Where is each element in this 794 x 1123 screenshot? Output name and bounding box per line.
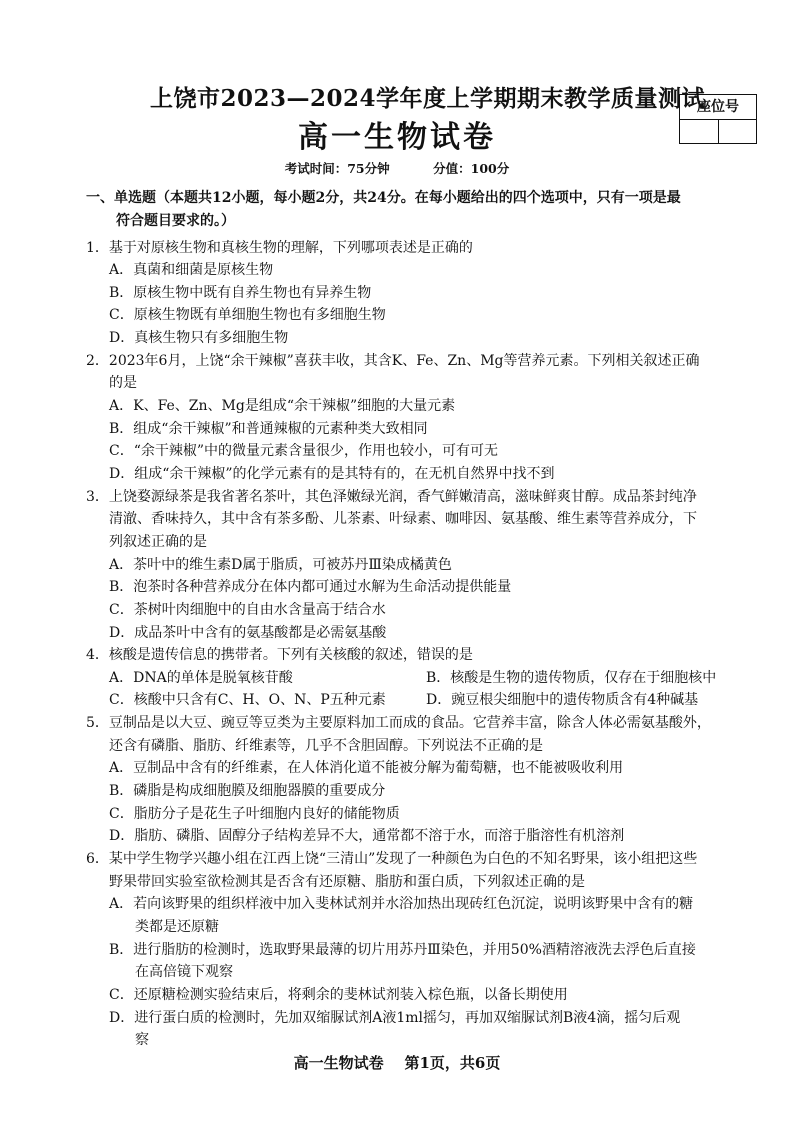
option-c: C．脂肪分子是花生子叶细胞内良好的储能物质: [109, 806, 400, 822]
question-stem-cont: 列叙述正确的是: [109, 534, 207, 550]
section-heading-cont: 符合题目要求的。）: [116, 213, 235, 229]
option-d-cont: 察: [135, 1032, 149, 1048]
question-stem: 2．2023年6月，上饶“余干辣椒”喜获丰收，其含K、Fe、Zn、Mg等营养元素。下列相关叙述正确: [86, 353, 700, 369]
seat-number-label: 座位号: [680, 95, 756, 120]
option-c: C．“余干辣椒”中的微量元素含量很少，作用也较小，可有可无: [109, 443, 499, 459]
question-stem: 4．核酸是遗传信息的携带者。下列有关核酸的叙述，错误的是: [86, 647, 473, 663]
option-a: A．豆制品中含有的纤维素，在人体消化道不能被分解为葡萄糖，也不能被吸收利用: [109, 760, 624, 776]
option-b: B．核酸是生物的遗传物质，仅存在于细胞核中: [426, 670, 717, 686]
option-b: B．泡茶时各种营养成分在体内都可通过水解为生命活动提供能量: [109, 579, 512, 595]
option-b: B．原核生物中既有自养生物也有异养生物: [109, 285, 372, 301]
question-stem: 1．基于对原核生物和真核生物的理解，下列哪项表述是正确的: [86, 240, 473, 256]
option-d: D．豌豆根尖细胞中的遗传物质含有4种碱基: [426, 692, 699, 708]
option-b: B．组成“余干辣椒”和普通辣椒的元素种类大致相同: [109, 421, 428, 437]
option-c: C．还原糖检测实验结束后，将剩余的斐林试剂装入棕色瓶，以备长期使用: [109, 987, 568, 1003]
option-d: D．脂肪、磷脂、固醇分子结构差异不大，通常都不溶于水，而溶于脂溶性有机溶剂: [109, 828, 625, 844]
option-c: C．茶树叶肉细胞中的自由水含量高于结合水: [109, 602, 386, 618]
seat-number-box: [679, 94, 757, 144]
seat-number-cells: [680, 120, 756, 144]
question-stem-cont: 野果带回实验室欲检测其是否含有还原糖、脂肪和蛋白质，下列叙述正确的是: [109, 874, 585, 890]
question-stem: 6．某中学生物学兴趣小组在江西上饶“三清山”发现了一种颜色为白色的不知名野果，该小组把这些: [86, 851, 698, 867]
question-stem-cont: 的是: [109, 375, 137, 391]
option-c: C．原核生物既有单细胞生物也有多细胞生物: [109, 307, 386, 323]
option-a: A．K、Fe、Zn、Mg是组成“余干辣椒”细胞的大量元素: [109, 398, 456, 414]
page-footer: 高一生物试卷 第1页，共6页: [293, 1054, 501, 1072]
option-a: A．茶叶中的维生素D属于脂质，可被苏丹Ⅲ染成橘黄色: [109, 557, 452, 573]
option-a: A．真菌和细菌是原核生物: [109, 262, 274, 278]
option-d: D．进行蛋白质的检测时，先加双缩脲试剂A液1ml摇匀，再加双缩脲试剂B液4滴，摇匀后观: [109, 1010, 681, 1026]
option-a: A．DNA的单体是脱氧核苷酸: [109, 670, 293, 686]
exam-subtitle: 高一生物试卷: [298, 120, 496, 155]
option-d: D．成品茶叶中含有的氨基酸都是必需氨基酸: [109, 625, 387, 641]
option-b: B．进行脂肪的检测时，选取野果最薄的切片用苏丹Ⅲ染色，并用50%酒精溶液洗去浮色后直接: [109, 942, 696, 958]
exam-meta: 考试时间：75分钟 分值：100分: [284, 161, 510, 176]
exam-title: 上饶市2023—2024学年度上学期期末教学质量测试: [150, 85, 706, 112]
option-c: C．核酸中只含有C、H、O、N、P五种元素: [109, 692, 386, 708]
question-stem: 5．豆制品是以大豆、豌豆等豆类为主要原料加工而成的食品。它营养丰富，除含人体必需氨基酸外，: [86, 715, 711, 731]
question-stem: 3．上饶婺源绿茶是我省著名茶叶，其色泽嫩绿光润，香气鲜嫩清高，滋味鲜爽甘醇。成品茶封纯净: [86, 489, 697, 505]
section-heading: 一、单选题（本题共12小题，每小题2分，共24分。在每小题给出的四个选项中，只有一项是最: [86, 190, 681, 206]
question-stem-cont: 还含有磷脂、脂肪、纤维素等，几乎不含胆固醇。下列说法不正确的是: [109, 738, 543, 754]
option-a: A．若向该野果的组织样液中加入斐林试剂并水浴加热出现砖红色沉淀，说明该野果中含有的糖: [109, 896, 694, 912]
question-stem-cont: 清澈、香味持久，其中含有茶多酚、儿茶素、叶绿素、咖啡因、氨基酸、维生素等营养成分，下: [109, 511, 697, 527]
option-d: D．真核生物只有多细胞生物: [109, 330, 289, 346]
option-d: D．组成“余干辣椒”的化学元素有的是其特有的，在无机自然界中找不到: [109, 466, 555, 482]
option-b: B．磷脂是构成细胞膜及细胞器膜的重要成分: [109, 783, 386, 799]
option-a-cont: 类都是还原糖: [135, 919, 219, 935]
option-b-cont: 在高倍镜下观察: [135, 964, 233, 980]
